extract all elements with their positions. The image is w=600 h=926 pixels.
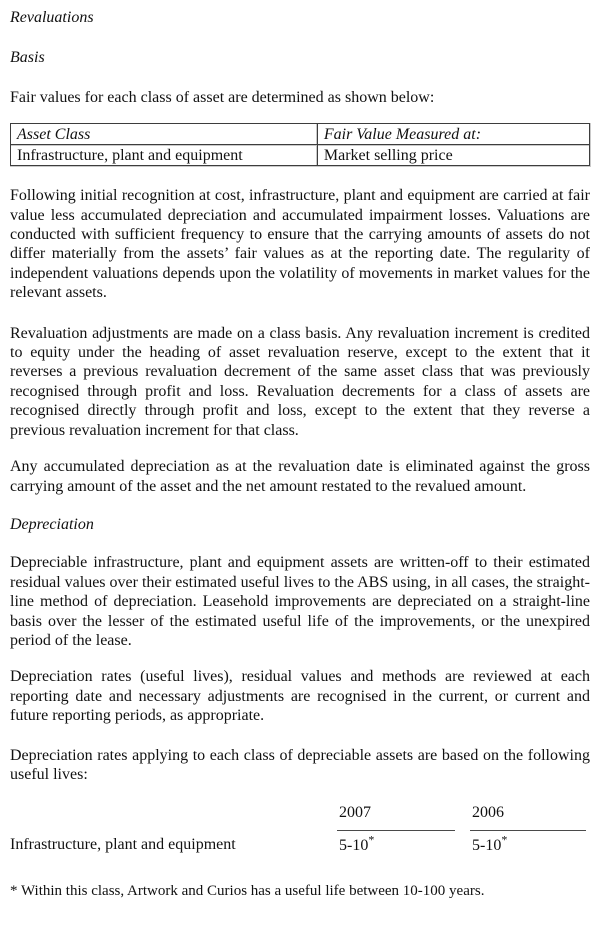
useful-lives-row-label: Infrastructure, plant and equipment xyxy=(10,835,236,853)
heading-revaluations: Revaluations xyxy=(10,9,94,26)
table-row xyxy=(11,145,590,166)
fair-value-table-cell-measured-at: Market selling price xyxy=(317,145,589,166)
paragraph-fair-values-intro: Fair values for each class of asset are determined as shown below: xyxy=(10,88,435,106)
useful-lives-gap xyxy=(455,830,470,855)
useful-lives-value-2006 xyxy=(470,830,586,855)
fair-value-table xyxy=(10,123,590,166)
useful-lives-year-2006: 2006 xyxy=(472,804,504,822)
footnote-marker-2007: * xyxy=(368,832,375,847)
fair-value-table-header-measured-at: Fair Value Measured at: xyxy=(317,124,589,145)
useful-lives-year-2007: 2007 xyxy=(339,804,371,822)
paragraph-following-initial-recognition: Following initial recognition at cost, infrastructure, plant and equipment are carried at fair value less accumulated depreciation and accumulated impairment losses. Valuations are conducted with sufficient frequency to ensure that the carrying amounts of assets do not differ materially from the assets’ fair values as at the reporting date. The regularity of independent valuations depends upon the volatility of movements in market values for the relevant assets. xyxy=(10,187,590,302)
paragraph-rates-reviewed: Depreciation rates (useful lives), residual values and methods are reviewed at each reporting date and necessary adjustments are recognised in the current, or current and future reporting periods, as appropriate. xyxy=(10,668,590,725)
useful-lives-table xyxy=(10,803,590,855)
fair-value-table-cell-asset-class: Infrastructure, plant and equipment xyxy=(11,145,318,166)
useful-lives-gap xyxy=(455,803,470,829)
useful-lives-spacer xyxy=(10,803,337,829)
fair-value-table-header-asset-class: Asset Class xyxy=(11,124,318,145)
useful-lives-value-2007 xyxy=(337,830,455,855)
paragraph-revaluation-adjustments: Revaluation adjustments are made on a class basis. Any revaluation increment is credited to equity under the heading of asset revaluation reserve, except to the extent that it reverses a previous revaluation decrement of the same asset class that was previously recognised through profit and loss. Revaluation decrements for a class of assets are recognised directly through profit and loss, except to the extent that they reverse a previous revaluation increment for that class. xyxy=(10,324,590,439)
paragraph-rates-intro: Depreciation rates applying to each class of depreciable assets are based on the following useful lives: xyxy=(10,746,590,783)
paragraph-accumulated-depreciation: Any accumulated depreciation as at the revaluation date is eliminated against the gross carrying amount of the asset and the net amount restated to the revalued amount. xyxy=(10,458,590,495)
heading-basis: Basis xyxy=(10,49,45,67)
paragraph-depreciable-assets: Depreciable infrastructure, plant and equipment assets are written-off to their estimated residual values over their estimated useful lives to the ABS using, in all cases, the straight-line method of depreciation. Leasehold improvements are depreciated on a straight-line basis over the lesser of the estimated useful life of the improvements, or the unexpired period of the lease. xyxy=(10,554,590,649)
footnote-artwork-curios: * Within this class, Artwork and Curios has a useful life between 10-100 years. xyxy=(10,883,485,900)
fair-value-table-header-row xyxy=(11,124,590,145)
heading-depreciation: Depreciation xyxy=(10,515,94,533)
useful-life-range-2007: 5-10 xyxy=(339,836,369,854)
footnote-marker-2006: * xyxy=(501,832,508,847)
useful-life-range-2006: 5-10 xyxy=(472,836,502,854)
